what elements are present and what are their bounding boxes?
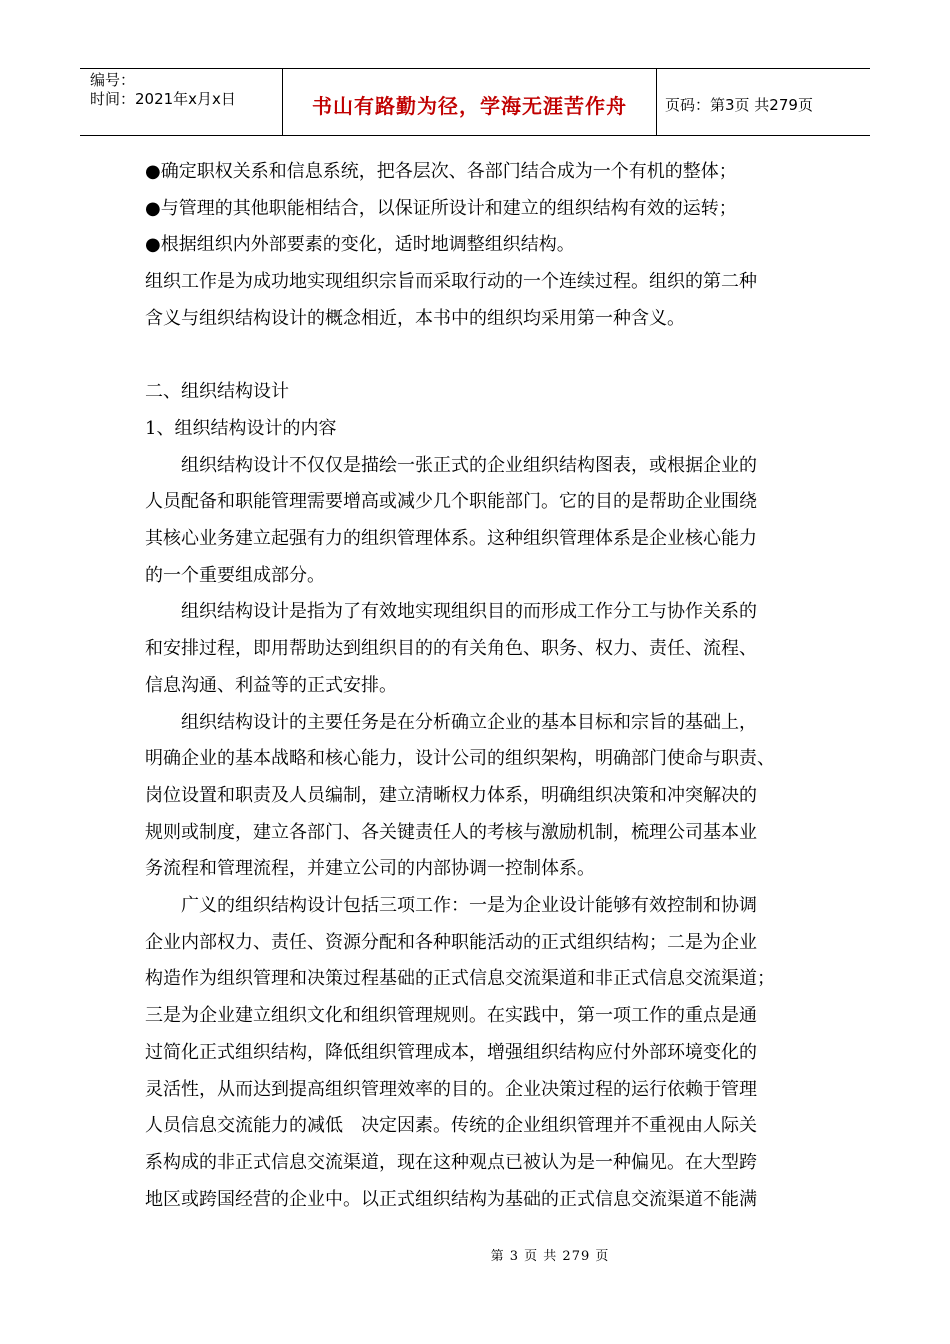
- paragraph-line: 信息沟通、利益等的正式安排。: [145, 674, 397, 696]
- page-footer: 第 3 页 共 279 页: [490, 1249, 610, 1264]
- paragraph-line: 的一个重要组成部分。: [145, 564, 325, 586]
- paragraph-line: 三是为企业建立组织文化和组织管理规则。在实践中，第一项工作的重点是通: [145, 1005, 757, 1027]
- blank-line: [145, 338, 825, 375]
- section-heading: 二、组织结构设计: [145, 381, 289, 403]
- header-date: 时间：2021年x月x日: [90, 90, 236, 108]
- paragraph-line: 组织结构设计不仅仅是描绘一张正式的企业组织结构图表，或根据企业的: [181, 454, 757, 476]
- paragraph-line: 含义与组织结构设计的概念相近，本书中的组织均采用第一种含义。: [145, 307, 685, 329]
- paragraph-line: 明确企业的基本战略和核心能力，设计公司的组织架构，明确部门使命与职责、: [145, 748, 775, 770]
- paragraph-line: 务流程和管理流程，并建立公司的内部协调一控制体系。: [145, 858, 595, 880]
- document-header: [80, 68, 870, 136]
- header-motto: 书山有路勤为径，学海无涯苦作舟: [283, 69, 657, 135]
- paragraph-line: 过简化正式组织结构，降低组织管理成本，增强组织结构应付外部环境变化的: [145, 1041, 757, 1063]
- paragraph-line: 系构成的非正式信息交流渠道，现在这种观点已被认为是一种偏见。在大型跨: [145, 1151, 757, 1173]
- paragraph-line: 构造作为组织管理和决策过程基础的正式信息交流渠道和非正式信息交流渠道；: [145, 968, 775, 990]
- header-meta-cell: [80, 69, 283, 135]
- paragraph-line: 和安排过程，即用帮助达到组织目的的有关角色、职务、权力、责任、流程、: [145, 638, 757, 660]
- subsection-heading: 1、组织结构设计的内容: [145, 417, 337, 439]
- paragraph-line: 企业内部权力、责任、资源分配和各种职能活动的正式组织结构；二是为企业: [145, 931, 757, 953]
- bullet-item: ●根据组织内外部要素的变化，适时地调整组织结构。: [145, 234, 575, 256]
- paragraph-line: 规则或制度，建立各部门、各关键责任人的考核与激励机制，梳理公司基本业: [145, 821, 757, 843]
- paragraph-line: 广义的组织结构设计包括三项工作：一是为企业设计能够有效控制和协调: [181, 895, 757, 917]
- paragraph-line: 灵活性，从而达到提高组织管理效率的目的。企业决策过程的运行依赖于管理: [145, 1078, 757, 1100]
- document-body: [145, 154, 825, 1218]
- header-number-label: 编号：: [90, 71, 136, 89]
- bullet-item: ●确定职权关系和信息系统，把各层次、各部门结合成为一个有机的整体；: [145, 161, 737, 182]
- paragraph-line: 岗位设置和职责及人员编制，建立清晰权力体系，明确组织决策和冲突解决的: [145, 784, 757, 806]
- paragraph-line: 人员配备和职能管理需要增高或减少几个职能部门。它的目的是帮助企业围绕: [145, 491, 757, 513]
- paragraph-line: 地区或跨国经营的企业中。以正式组织结构为基础的正式信息交流渠道不能满: [145, 1188, 757, 1210]
- paragraph-line: 其核心业务建立起强有力的组织管理体系。这种组织管理体系是企业核心能力: [145, 528, 757, 550]
- paragraph-line: 人员信息交流能力的减低 决定因素。传统的企业组织管理并不重视由人际关: [145, 1115, 757, 1137]
- paragraph-line: 组织结构设计是指为了有效地实现组织目的而形成工作分工与协作关系的: [181, 601, 757, 623]
- paragraph-line: 组织结构设计的主要任务是在分析确立企业的基本目标和宗旨的基础上，: [181, 711, 757, 733]
- bullet-item: ●与管理的其他职能相结合，以保证所设计和建立的组织结构有效的运转；: [145, 197, 737, 219]
- header-page-code: 页码：第3页 共279页: [665, 95, 813, 114]
- paragraph-line: 组织工作是为成功地实现组织宗旨而采取行动的一个连续过程。组织的第二种: [145, 271, 757, 293]
